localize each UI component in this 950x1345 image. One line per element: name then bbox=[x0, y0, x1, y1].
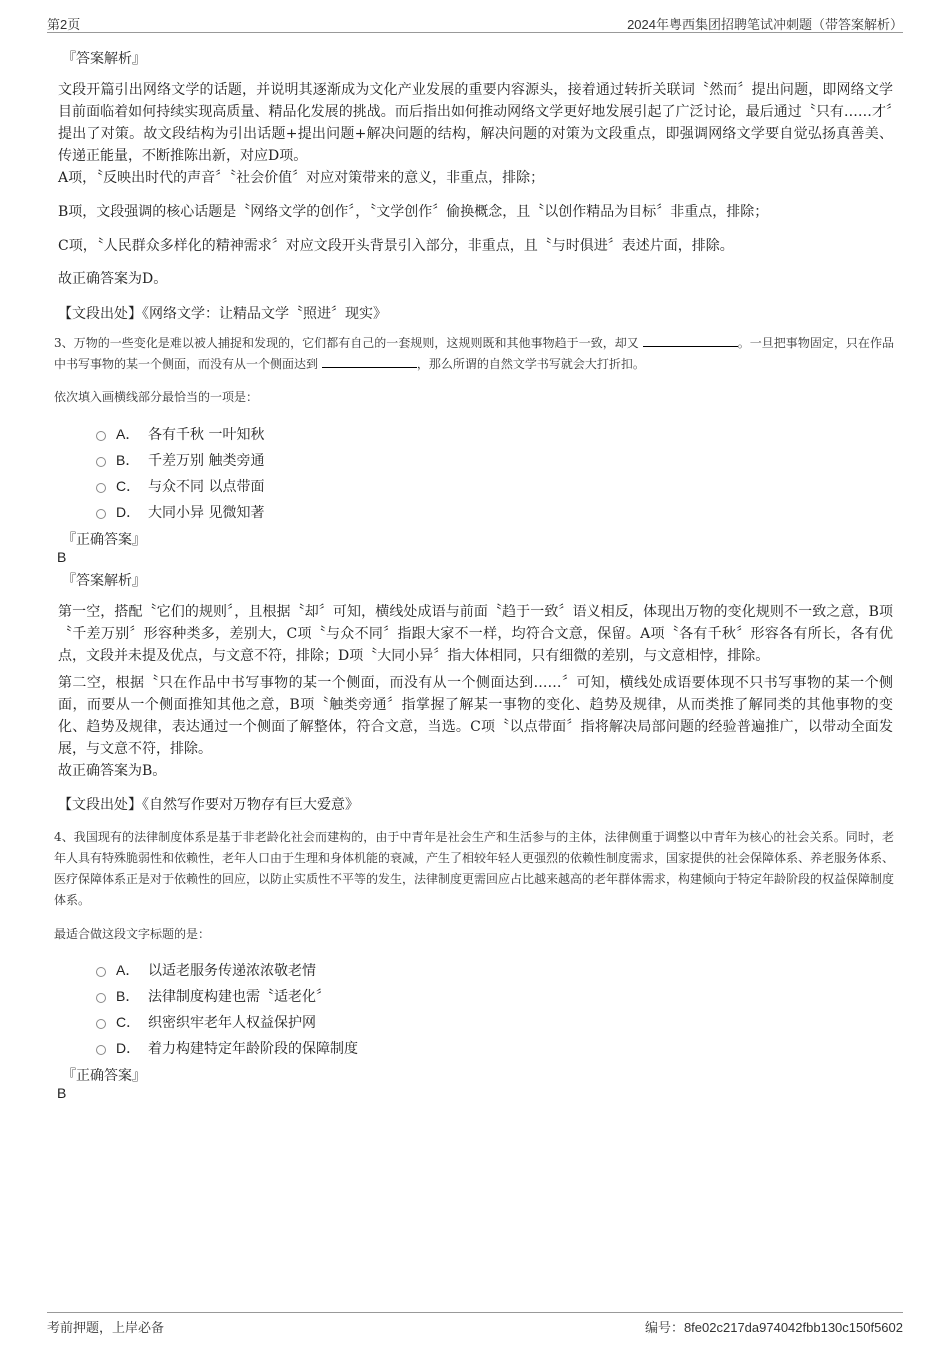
q3-stem bbox=[54, 333, 894, 375]
option-key: D． bbox=[116, 504, 141, 520]
q4-stem: 4、我国现有的法律制度体系是基于非老龄化社会而建构的，由于中青年是社会生产和生活参与的主体，法律侧重于调整以中青年为核心的社会关系。同时，老年人具有特殊脆弱性和依赖性，老年人口由于生理和身体机能的衰减，产生了相较年轻人更强烈的依赖性制度需求，国家提供的社会保障体系、养老服务体系、医疗保障体系正是对于依赖性的回应，以防止实质性不平等的发生，法律制度更需回应占比越来越高的老年群体需求，构建倾向于特定年龄阶段的权益保障制度体系。 bbox=[54, 830, 895, 907]
option-key: A． bbox=[116, 962, 140, 978]
q4-option-d[interactable] bbox=[96, 1038, 358, 1058]
radio-icon[interactable] bbox=[96, 1019, 106, 1029]
radio-icon[interactable] bbox=[96, 483, 106, 493]
option-key: C． bbox=[116, 1014, 141, 1030]
q2-analysis-para1: 文段开篇引出网络文学的话题，并说明其逐渐成为文化产业发展的重要内容源头，接着通过转折关联词〝然而〞提出问题，即网络文学目前面临着如何持续实现高质量、精品化发展的挑战。而后指出如何推动网络文学更好地发展引起了广泛讨论，最后通过〝只有……才〞提出了对策。故文段结构为引出话题+提出问题+解决问题的结构，解决问题的对策为文段重点，即强调网络文学要自觉弘扬真善美、传递正能量，不断推陈出新，对应D项。 bbox=[58, 82, 893, 164]
option-text: 着力构建特定年龄阶段的保障制度 bbox=[148, 1041, 358, 1057]
page-number: 第2页 bbox=[47, 17, 81, 32]
q3-option-d[interactable] bbox=[96, 502, 264, 522]
q2-analysis-para3: B项，文段强调的核心话题是〝网络文学的创作〞，〝文学创作〞偷换概念，且〝以创作精品为目标〞非重点，排除； bbox=[58, 204, 769, 220]
document-title: 2024年粤西集团招聘笔试冲刺题（带答案解析） bbox=[627, 17, 903, 32]
radio-icon[interactable] bbox=[96, 1045, 106, 1055]
q2-analysis-para2: A项，〝反映出时代的声音〞〝社会价值〞对应对策带来的意义，非重点，排除； bbox=[58, 170, 545, 186]
option-text: 法律制度构建也需〝适老化〞 bbox=[148, 989, 330, 1005]
q3-blank-1 bbox=[643, 336, 738, 347]
option-key: C． bbox=[116, 478, 141, 494]
page-footer bbox=[47, 1312, 903, 1337]
option-text: 千差万别 触类旁通 bbox=[148, 453, 265, 469]
q3-option-a[interactable] bbox=[96, 424, 264, 444]
option-text: 以适老服务传递浓浓敬老情 bbox=[148, 963, 316, 979]
radio-icon[interactable] bbox=[96, 509, 106, 519]
q2-analysis-para4: C项，〝人民群众多样化的精神需求〞对应文段开头背景引入部分，非重点，且〝与时俱进〞表述片面，排除。 bbox=[58, 238, 734, 254]
q2-analysis-title: 『答案解析』 bbox=[62, 51, 146, 67]
q3-answer-title: 『正确答案』 bbox=[62, 532, 146, 548]
option-key: D． bbox=[116, 1040, 141, 1056]
q3-option-b[interactable] bbox=[96, 450, 264, 470]
footer-slogan: 考前押题，上岸必备 bbox=[47, 1320, 165, 1335]
q3-analysis-para2: 第二空，根据〝只在作品中书写事物的某一个侧面，而没有从一个侧面达到……〞可知，横线处成语要体现不只书写事物的某一个侧面，而要从一个侧面推知其他之意，B项〝触类旁通〞指掌握了解某一事物的变化、趋势及规律，从而类推了解同类的其他事物的变化、趋势及规律，表达通过一个侧面了解整体，符合文意，当选。C项〝以点带面〞指将解决局部问题的经验普遍推广，以带动全面发展，与文意不符，排除。 bbox=[58, 675, 893, 757]
q2-source: 【文段出处】《网络文学：让精品文学〝照进〞现实》 bbox=[58, 306, 387, 322]
q4-answer: B bbox=[57, 1085, 67, 1101]
q3-blank-2 bbox=[322, 357, 417, 368]
q3-stem-part-c: ，那么所谓的自然文学书写就会大打折扣。 bbox=[416, 357, 645, 371]
option-text: 织密织牢老年人权益保护网 bbox=[148, 1015, 316, 1031]
q3-analysis-para1: 第一空，搭配〝它们的规则〞，且根据〝却〞可知，横线处成语与前面〝趋于一致〞语义相反，体现出万物的变化规则不一致之意，B项〝千差万别〞形容种类多，差别大，C项〝与众不同〞指跟大家不一样，均符合文意，保留。A项〝各有千秋〞形容各有所长，各有优点，文段并未提及优点，与文意不符，排除；D项〝大同小异〞指大体相同，只有细微的差别，与文意相悖，排除。 bbox=[58, 604, 893, 664]
option-text: 各有千秋 一叶知秋 bbox=[148, 427, 265, 443]
option-key: B． bbox=[116, 452, 140, 468]
q2-conclusion: 故正确答案为D。 bbox=[58, 271, 168, 287]
q3-stem-part-a: 3、万物的一些变化是难以被人捕捉和发现的，它们都有自己的一套规则，这规则既和其他事物趋于一致，却又 bbox=[54, 336, 639, 350]
option-text: 大同小异 见微知著 bbox=[148, 505, 265, 521]
q3-analysis-title: 『答案解析』 bbox=[62, 573, 146, 589]
q3-answer: B bbox=[57, 549, 67, 565]
option-key: A． bbox=[116, 426, 140, 442]
radio-icon[interactable] bbox=[96, 967, 106, 977]
q4-option-c[interactable] bbox=[96, 1012, 316, 1032]
radio-icon[interactable] bbox=[96, 457, 106, 467]
footer-serial: 编号：8fe02c217da974042fbb130c150f5602 bbox=[644, 1320, 903, 1335]
q3-stem-part-b: 。一旦把事物固定，只在作品中书写事物的某一个侧面，而没有从一个侧面达到 bbox=[54, 336, 894, 371]
radio-icon[interactable] bbox=[96, 431, 106, 441]
radio-icon[interactable] bbox=[96, 993, 106, 1003]
option-key: B． bbox=[116, 988, 140, 1004]
q3-source: 【文段出处】《自然写作要对万物存有巨大爱意》 bbox=[58, 797, 359, 813]
q4-answer-title: 『正确答案』 bbox=[62, 1068, 146, 1084]
q4-option-b[interactable] bbox=[96, 986, 330, 1006]
q3-prompt: 依次填入画横线部分最恰当的一项是： bbox=[54, 390, 259, 404]
q4-option-a[interactable] bbox=[96, 960, 316, 980]
q3-option-c[interactable] bbox=[96, 476, 264, 496]
option-text: 与众不同 以点带面 bbox=[148, 479, 265, 495]
page-header bbox=[47, 12, 903, 33]
q4-prompt: 最适合做这段文字标题的是： bbox=[54, 927, 211, 941]
q3-conclusion: 故正确答案为B。 bbox=[58, 763, 167, 779]
